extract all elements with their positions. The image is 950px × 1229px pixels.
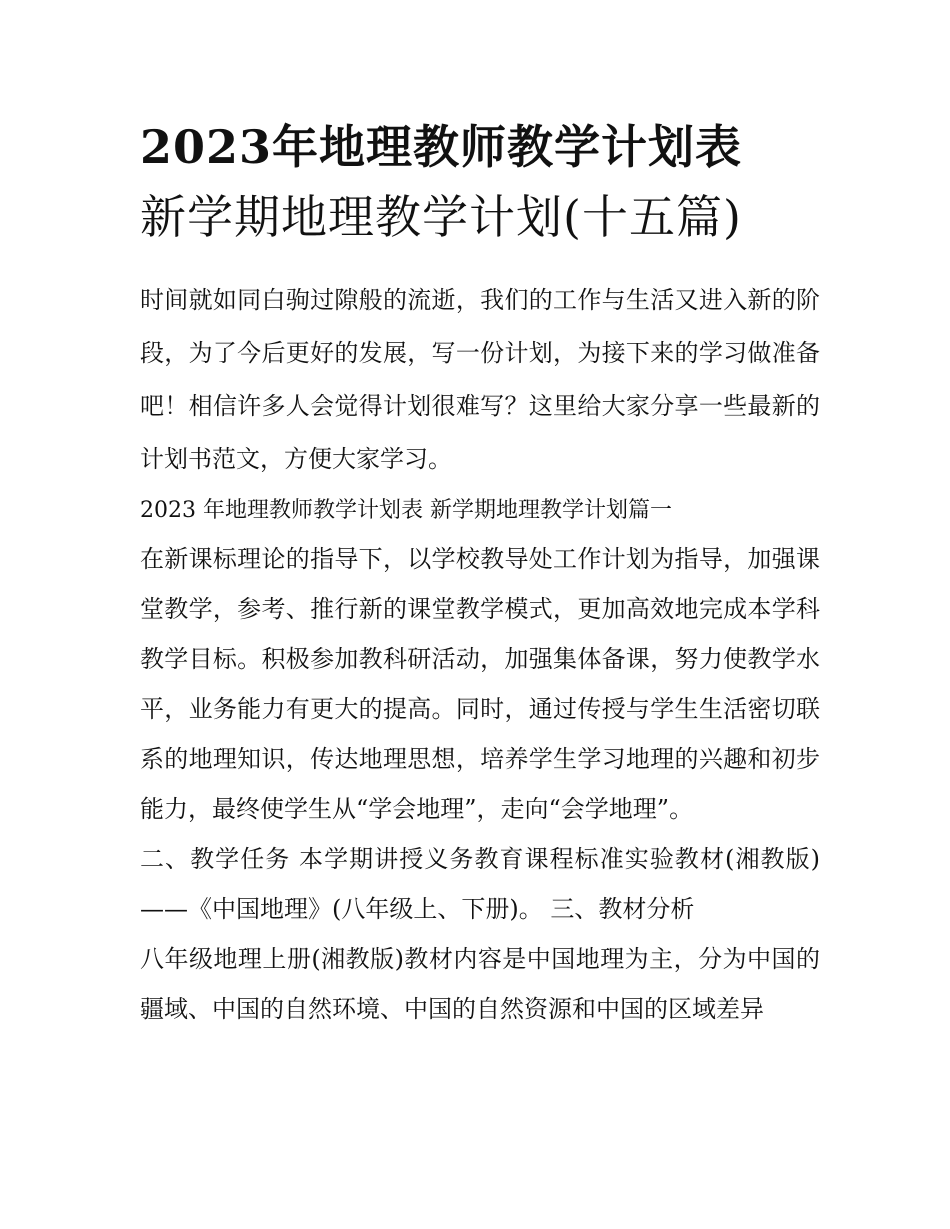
body-paragraph-3: 八年级地理上册(湘教版)教材内容是中国地理为主，分为中国的疆域、中国的自然环境、中国的自然资源和中国的区域差异 xyxy=(140,945,820,1023)
document-title-line-1: 2023年地理教师教学计划表 xyxy=(140,120,743,174)
body-paragraph-2: 二、教学任务 本学期讲授义务教育课程标准实验教材(湘教版)——《中国地理》(八年级上、下册)。 三、教材分析 xyxy=(140,845,820,923)
document-title-line-2: 新学期地理教学计划(十五篇) xyxy=(140,190,742,244)
document-body xyxy=(140,274,820,1034)
body-paragraph-1: 在新课标理论的指导下，以学校教导处工作计划为指导，加强课堂教学，参考、推行新的课堂教学模式，更加高效地完成本学科教学目标。积极参加教科研活动，加强集体备课，努力使教学水平，业务能力有更大的提高。同时，通过传授与学生生活密切联系的地理知识，传达地理思想，培养学生学习地理的兴趣和初步能力，最终使学生从“学会地理”，走向“会学地理”。 xyxy=(140,545,820,823)
intro-paragraph: 时间就如同白驹过隙般的流逝，我们的工作与生活又进入新的阶段，为了今后更好的发展，写一份计划，为接下来的学习做准备吧！相信许多人会觉得计划很难写？这里给大家分享一些最新的计划书范文，方便大家学习。 xyxy=(140,286,820,473)
document-page xyxy=(140,118,820,1034)
section-heading: 2023 年地理教师教学计划表 新学期地理教学计划篇一 xyxy=(140,498,672,523)
